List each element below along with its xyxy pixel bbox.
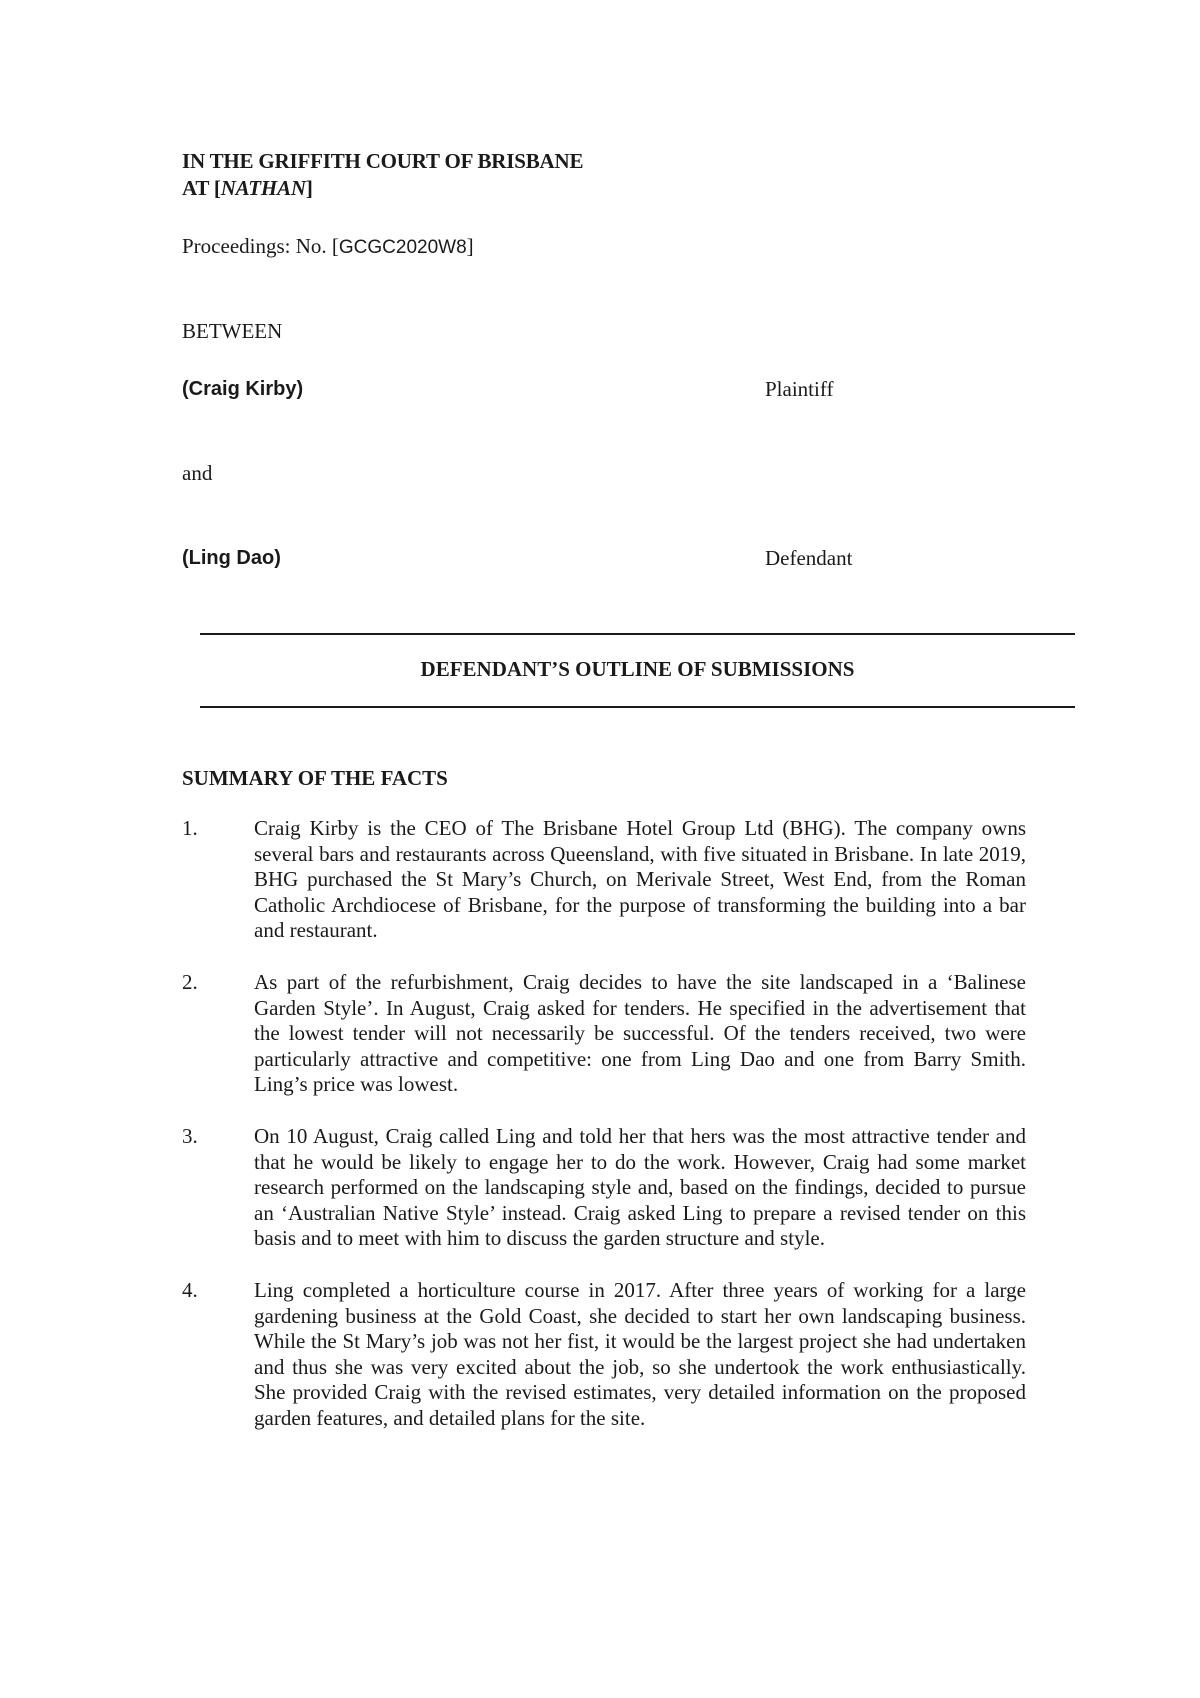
summary-heading: SUMMARY OF THE FACTS xyxy=(182,766,448,790)
paragraph-number: 2. xyxy=(182,969,198,994)
title-top-rule xyxy=(200,633,1075,635)
court-location-prefix: AT [ xyxy=(182,176,221,200)
proceedings-number-line xyxy=(182,233,474,261)
plaintiff-role: Plaintiff xyxy=(765,377,834,401)
court-heading xyxy=(182,148,583,202)
defendant-name: (Ling Dao) xyxy=(182,547,281,569)
and-label: and xyxy=(182,461,213,485)
proceedings-label: Proceedings: No. [ xyxy=(182,234,339,258)
court-location: NATHAN xyxy=(220,176,306,200)
paragraph-text: Ling completed a horticulture course in 2017. After three years of working for a large gardening business at the Gold Coast, she decided to start her own landscaping business. While the St Mary’s job was not her fist, it would be the largest project she had undertaken and thus she was very excited about the job, so she undertook the work enthusiastically. She provided Craig with the revised estimates, very detailed information on the proposed garden features, and detailed plans for the site. xyxy=(254,1277,1026,1430)
paragraph-number: 3. xyxy=(182,1123,198,1148)
fact-paragraph-3 xyxy=(182,1124,1026,1252)
paragraph-number: 4. xyxy=(182,1277,198,1302)
paragraph-number: 1. xyxy=(182,816,198,840)
facts-list xyxy=(182,816,1026,1457)
fact-paragraph-4 xyxy=(182,1278,1026,1432)
paragraph-text: As part of the refurbishment, Craig decides to have the site landscaped in a ‘Balinese Garden Style’. In August, Craig asked for tenders. He specified in the advertisement that the lowest tender will not necessarily be successful. Of the tenders received, two were particularly attractive and competitive: one from Ling Dao and one from Barry Smith. Ling’s price was lowest. xyxy=(254,969,1026,1097)
proceedings-number: GCGC2020W8 xyxy=(338,237,467,258)
fact-paragraph-1 xyxy=(182,816,1026,944)
paragraph-text: Craig Kirby is the CEO of The Brisbane Hotel Group Ltd (BHG). The company owns several bars and restaurants across Queensland, with five situated in Brisbane. In late 2019, BHG purchased the St Mary’s Church, on Merivale Street, West End, from the Roman Catholic Archdiocese of Brisbane, for the purpose of transforming the building into a bar and restaurant. xyxy=(254,816,1026,943)
plaintiff-name: (Craig Kirby) xyxy=(182,378,304,400)
between-label: BETWEEN xyxy=(182,319,283,343)
court-name: IN THE GRIFFITH COURT OF BRISBANE xyxy=(182,149,584,173)
fact-paragraph-2 xyxy=(182,970,1026,1098)
paragraph-text: On 10 August, Craig called Ling and told her that hers was the most attractive tender and that he would be likely to engage her to do the work. However, Craig had some market research performed on the landscaping style and, based on the findings, decided to pursue an ‘Australian Native Style’ instead. Craig asked Ling to prepare a revised tender on this basis and to meet with him to discuss the garden structure and style. xyxy=(254,1123,1026,1251)
proceedings-suffix: ] xyxy=(466,234,474,258)
court-location-line xyxy=(182,175,583,202)
document-title: DEFENDANT’S OUTLINE OF SUBMISSIONS xyxy=(420,657,855,681)
court-location-suffix: ] xyxy=(305,176,313,200)
title-bottom-rule xyxy=(200,706,1075,708)
defendant-role: Defendant xyxy=(765,546,853,570)
